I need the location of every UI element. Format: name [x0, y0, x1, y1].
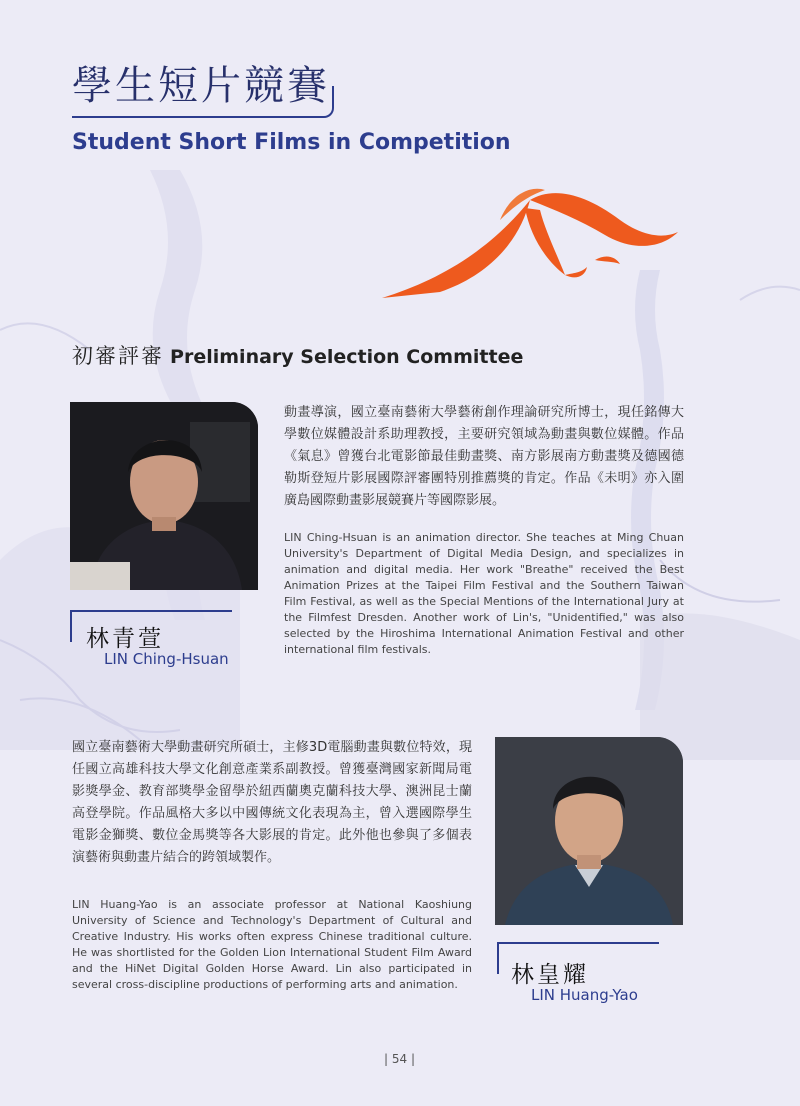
juror-name-box-1: [70, 610, 232, 670]
juror-name-zh: 林皇耀: [511, 962, 589, 988]
section-heading: [72, 340, 523, 370]
section-title-en: Preliminary Selection Committee: [170, 346, 524, 368]
juror-bio-en: LIN Huang-Yao is an associate professor at National Kaoshiung University of Science and Technology's Department of Cultural and Creative Industry. His works often express Chinese traditional culture. He was shortlisted for the Golden Lion International Student Film Award and the HiNet Digital Golden Horse Award. Lin also participated in several cross-discipline productions of performing arts and animation.: [72, 898, 472, 991]
page-number: | 54 |: [384, 1052, 415, 1066]
juror-photo-lin-huang-yao: [495, 737, 683, 925]
portrait-illustration: [495, 737, 683, 925]
name-box-topline: [70, 610, 232, 612]
portrait-illustration: [70, 402, 258, 590]
title-bracket: [318, 86, 334, 118]
juror-bio-en: LIN Ching-Hsuan is an animation director. She teaches at Ming Chuan University's Department of Digital Media Design, and specializes in animation and digital media. Her work "Breathe" received the Best Animation Prizes at the Taipei Film Festival and the Southern Taiwan Film Festival, as well as the Special Mentions of the International Jury at the Filmfest Dresden. Another work of Lin's, "Unidentified," was also selected by the Hiroshima International Animation Festival and other international film festivals.: [284, 531, 684, 656]
juror-bio-zh: 國立臺南藝術大學動畫研究所碩士，主修3D電腦動畫與數位特效，現任國立高雄科技大學文化創意產業系副教授。曾獲臺灣國家新聞局電影獎學金、教育部獎學金留學於紐西蘭奧克蘭科技大學、澳洲昆士蘭高登學院。作品風格大多以中國傳統文化表現為主，曾入選國際學生電影金獅獎、數位金馬獎等各大影展的肯定。此外他也參與了多個表演藝術與動畫片結合的跨領域製作。: [72, 740, 472, 865]
title-underline: [72, 116, 320, 118]
juror-name-en: LIN Ching-Hsuan: [104, 650, 229, 668]
page-title-zh: 學生短片競賽: [72, 63, 330, 109]
juror-photo-lin-ching-hsuan: [70, 402, 258, 590]
page-title-en: Student Short Films in Competition: [72, 130, 511, 155]
section-title-zh: 初審評審: [72, 344, 164, 368]
festival-logo: [380, 180, 680, 300]
name-box-bar: [70, 610, 72, 642]
juror-bio-zh: 動畫導演，國立臺南藝術大學藝術創作理論研究所博士，現任銘傳大學數位媒體設計系助理教授，主要研究領域為動畫與數位媒體。作品《氣息》曾獲台北電影節最佳動畫獎、南方影展南方動畫獎及德國德勒斯登短片影展國際評審團特別推薦獎的肯定。作品《未明》亦入圍廣島國際動畫影展競賽片等國際影展。: [284, 405, 684, 508]
name-box-topline: [497, 942, 659, 944]
name-box-bar: [497, 942, 499, 974]
juror-name-en: LIN Huang-Yao: [531, 986, 638, 1004]
juror-name-box-2: [497, 942, 659, 1002]
juror-name-zh: 林青萱: [86, 626, 164, 652]
